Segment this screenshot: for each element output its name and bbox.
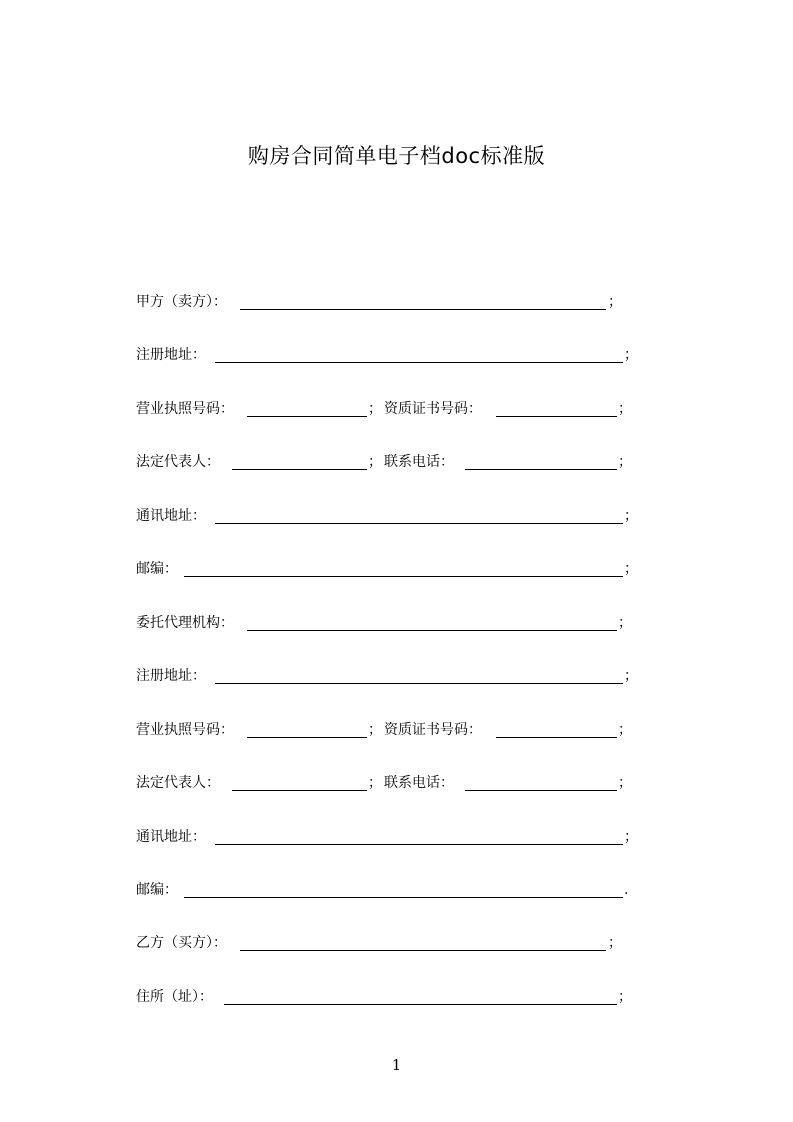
field-separator: ； <box>368 775 382 791</box>
fill-in-line[interactable] <box>184 897 623 898</box>
field-end-punct: ； <box>618 775 632 791</box>
field-label: 甲方（卖方）： <box>136 294 227 310</box>
field-label: 住所（址）： <box>136 989 213 1005</box>
field-end-punct: ； <box>624 561 638 577</box>
field-label: 通讯地址： <box>136 829 206 845</box>
field-end-punct: ； <box>608 294 622 310</box>
field-label-2: 资质证书号码： <box>384 401 482 417</box>
fill-in-line[interactable] <box>215 683 623 684</box>
fill-in-line[interactable] <box>247 630 617 631</box>
field-end-punct: ； <box>618 401 632 417</box>
field-label: 邮编： <box>136 561 178 577</box>
field-label: 通讯地址： <box>136 508 206 524</box>
field-postcode <box>136 878 636 902</box>
field-legal-representative <box>136 450 636 474</box>
field-separator: ； <box>368 722 382 738</box>
fill-in-line[interactable] <box>465 469 617 470</box>
field-party-a <box>136 290 626 314</box>
fill-in-line[interactable] <box>215 523 623 524</box>
field-end-punct: ； <box>624 829 638 845</box>
field-label: 注册地址： <box>136 668 206 684</box>
field-postcode <box>136 557 636 581</box>
field-label-2: 联系电话： <box>384 775 454 791</box>
field-agent-organization <box>136 611 636 635</box>
field-end-punct: ； <box>618 989 632 1005</box>
field-separator: ； <box>368 454 382 470</box>
field-registered-address <box>136 343 636 367</box>
fill-in-line[interactable] <box>465 790 617 791</box>
field-end-punct: . <box>624 882 629 898</box>
field-label: 营业执照号码： <box>136 722 234 738</box>
field-end-punct: ； <box>624 347 638 363</box>
fill-in-line[interactable] <box>240 309 606 310</box>
fill-in-line[interactable] <box>232 790 367 791</box>
page-number: 1 <box>391 1056 402 1074</box>
field-label-2: 联系电话： <box>384 454 454 470</box>
field-legal-representative <box>136 771 636 795</box>
field-label: 法定代表人： <box>136 454 220 470</box>
field-registered-address <box>136 664 636 688</box>
fill-in-line[interactable] <box>224 1004 617 1005</box>
field-end-punct: ； <box>624 668 638 684</box>
field-label: 营业执照号码： <box>136 401 234 417</box>
fill-in-line[interactable] <box>240 950 606 951</box>
field-residence <box>136 985 636 1009</box>
field-license-numbers <box>136 718 636 742</box>
field-end-punct: ； <box>618 615 632 631</box>
fill-in-line[interactable] <box>215 362 623 363</box>
field-license-numbers <box>136 397 636 421</box>
fill-in-line[interactable] <box>496 416 617 417</box>
field-end-punct: ； <box>608 935 622 951</box>
fill-in-line[interactable] <box>247 416 367 417</box>
fill-in-line[interactable] <box>232 469 367 470</box>
field-separator: ； <box>368 401 382 417</box>
field-end-punct: ； <box>618 454 632 470</box>
fill-in-line[interactable] <box>215 844 623 845</box>
field-label: 委托代理机构： <box>136 615 234 631</box>
field-mailing-address <box>136 504 636 528</box>
field-label: 注册地址： <box>136 347 206 363</box>
field-label: 乙方（买方）： <box>136 935 227 951</box>
document-title: 购房合同简单电子档doc标准版 <box>247 144 546 168</box>
fill-in-line[interactable] <box>184 576 623 577</box>
field-label: 邮编： <box>136 882 178 898</box>
fill-in-line[interactable] <box>247 737 367 738</box>
field-label-2: 资质证书号码： <box>384 722 482 738</box>
field-label: 法定代表人： <box>136 775 220 791</box>
field-party-b <box>136 931 626 955</box>
field-end-punct: ； <box>624 508 638 524</box>
field-mailing-address <box>136 825 636 849</box>
fill-in-line[interactable] <box>496 737 617 738</box>
field-end-punct: ； <box>618 722 632 738</box>
